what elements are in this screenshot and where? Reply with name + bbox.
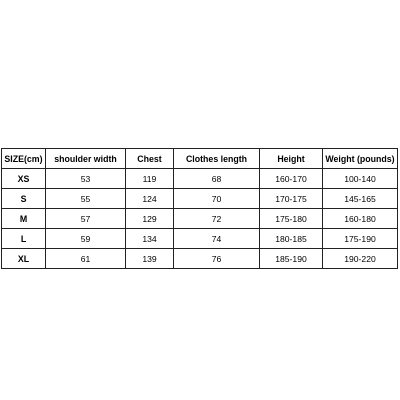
size-cell: L (2, 229, 46, 249)
weight-cell: 175-190 (323, 229, 398, 249)
size-cell: S (2, 189, 46, 209)
weight-cell: 100-140 (323, 169, 398, 189)
clothes-length-cell: 74 (174, 229, 260, 249)
shoulder-width-cell: 59 (46, 229, 126, 249)
size-cell: XL (2, 249, 46, 269)
chest-cell: 129 (126, 209, 174, 229)
chest-cell: 139 (126, 249, 174, 269)
header-weight: Weight (pounds) (323, 149, 398, 169)
header-shoulder-width: shoulder width (46, 149, 126, 169)
chest-cell: 124 (126, 189, 174, 209)
header-row (2, 149, 398, 169)
weight-cell: 190-220 (323, 249, 398, 269)
table-row (2, 189, 398, 209)
header-chest: Chest (126, 149, 174, 169)
clothes-length-cell: 72 (174, 209, 260, 229)
clothes-length-cell: 70 (174, 189, 260, 209)
height-cell: 180-185 (260, 229, 323, 249)
size-chart-table (1, 148, 398, 269)
header-clothes-length: Clothes length (174, 149, 260, 169)
weight-cell: 160-180 (323, 209, 398, 229)
size-cell: M (2, 209, 46, 229)
shoulder-width-cell: 55 (46, 189, 126, 209)
height-cell: 185-190 (260, 249, 323, 269)
table-row (2, 209, 398, 229)
weight-cell: 145-165 (323, 189, 398, 209)
header-size: SIZE(cm) (2, 149, 46, 169)
size-cell: XS (2, 169, 46, 189)
chest-cell: 119 (126, 169, 174, 189)
height-cell: 170-175 (260, 189, 323, 209)
shoulder-width-cell: 61 (46, 249, 126, 269)
shoulder-width-cell: 53 (46, 169, 126, 189)
clothes-length-cell: 68 (174, 169, 260, 189)
clothes-length-cell: 76 (174, 249, 260, 269)
chest-cell: 134 (126, 229, 174, 249)
shoulder-width-cell: 57 (46, 209, 126, 229)
table-row (2, 169, 398, 189)
header-height: Height (260, 149, 323, 169)
height-cell: 175-180 (260, 209, 323, 229)
height-cell: 160-170 (260, 169, 323, 189)
table-row (2, 229, 398, 249)
table-row (2, 249, 398, 269)
